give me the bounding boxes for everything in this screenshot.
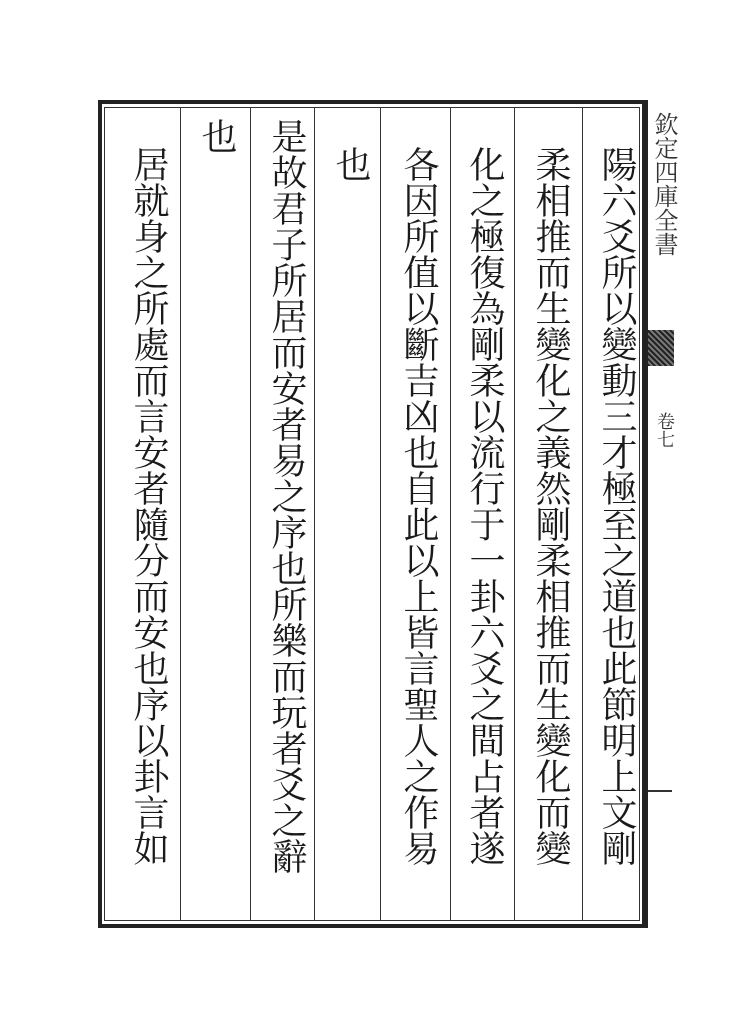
text-column-8: 居就身之所處而言安者隨分而安也序以卦言如: [128, 146, 169, 866]
fish-tail-mark: [648, 330, 674, 366]
text-column-3: 化之極復為剛柔以流行于一卦六爻之間占者遂: [464, 146, 505, 866]
text-column-2: 柔相推而生變化之義然剛柔相推而生變化而變: [530, 146, 571, 866]
text-column-6: 是故君子所居而安者易之序也所樂而玩者爻之辭: [266, 118, 307, 874]
text-column-1: 陽六爻所以變動三才極至之道也此節明上文剛: [596, 146, 637, 866]
margin-volume: 卷七: [654, 412, 675, 448]
column-rule: [380, 107, 381, 921]
margin-title: 欽定四庫全書: [650, 112, 678, 256]
column-rule: [250, 107, 251, 921]
column-rule: [450, 107, 451, 921]
margin-divider: [648, 790, 672, 792]
column-rule: [582, 107, 583, 921]
text-column-5: 也: [330, 146, 371, 182]
column-rule: [314, 107, 315, 921]
column-rule: [180, 107, 181, 921]
text-column-4: 各因所值以斷吉凶也自此以上皆言聖人之作易: [398, 146, 439, 866]
column-rule: [514, 107, 515, 921]
text-column-7: 也: [196, 118, 237, 154]
